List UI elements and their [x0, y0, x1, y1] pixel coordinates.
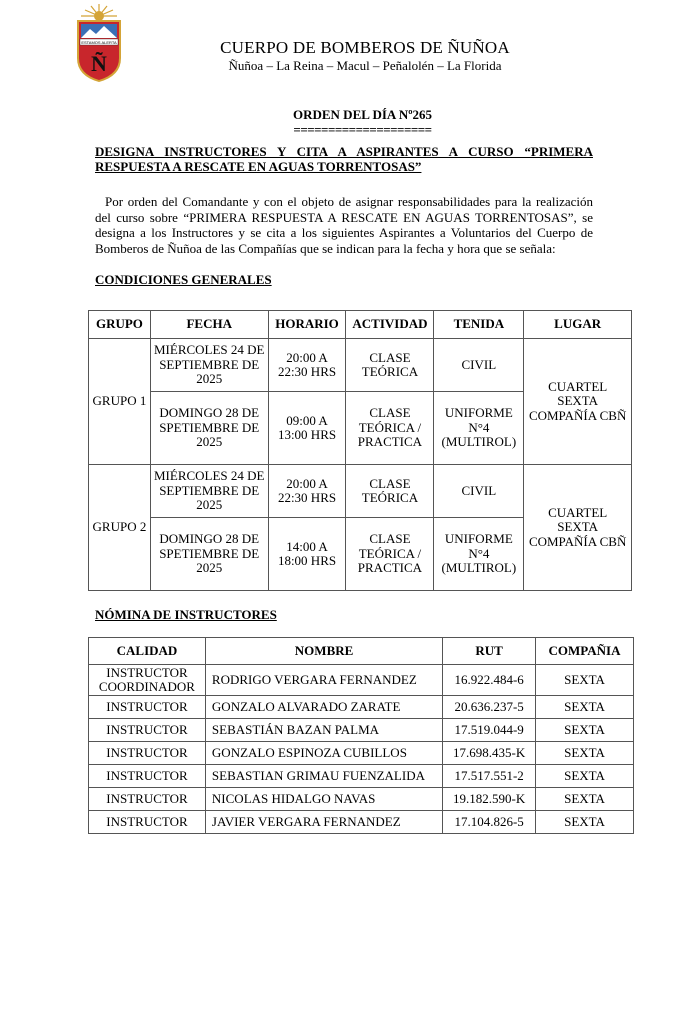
compania-cell: SEXTA: [536, 696, 634, 719]
nombre-cell: NICOLAS HIDALGO NAVAS: [205, 788, 442, 811]
fecha-cell: DOMINGO 28 DE SPETIEMBRE DE 2025: [150, 392, 268, 465]
actividad-cell: CLASE TEÓRICA / PRACTICA: [346, 518, 434, 591]
col-header-horario: HORARIO: [268, 311, 346, 339]
designation-heading: DESIGNA INSTRUCTORES Y CITA A ASPIRANTES A CURSO “PRIMERA RESPUESTA A RESCATE EN AGUAS TORRENTOSAS”: [95, 144, 593, 174]
horario-cell: 20:00 A 22:30 HRS: [268, 465, 346, 518]
col-header-tenida: TENIDA: [434, 311, 524, 339]
actividad-cell: CLASE TEÓRICA / PRACTICA: [346, 392, 434, 465]
table-row: [89, 719, 634, 742]
calidad-cell: INSTRUCTOR: [89, 696, 206, 719]
col-header-rut: RUT: [443, 638, 536, 665]
conditions-heading: CONDICIONES GENERALES: [95, 272, 272, 287]
col-header-lugar: LUGAR: [524, 311, 632, 339]
table-row: [89, 765, 634, 788]
calidad-cell: INSTRUCTOR: [89, 719, 206, 742]
fecha-cell: MIÉRCOLES 24 DE SEPTIEMBRE DE 2025: [150, 465, 268, 518]
col-header-fecha: FECHA: [150, 311, 268, 339]
instructors-table: [88, 637, 634, 834]
rut-cell: 20.636.237-5: [443, 696, 536, 719]
rut-cell: 17.519.044-9: [443, 719, 536, 742]
table-row: [89, 339, 632, 392]
lugar-cell: CUARTEL SEXTA COMPAÑÍA CBÑ: [524, 339, 632, 465]
nombre-cell: SEBASTIÁN BAZAN PALMA: [205, 719, 442, 742]
intro-paragraph: Por orden del Comandante y con el objeto de asignar responsabilidades para la realización del curso sobre “PRIMERA RESPUESTA A RESCATE EN AGUAS TORRENTOSAS”, se designa a los Instructores y se cita a los siguientes Aspirantes a Voluntarios del Cuerpo de Bomberos de Ñuñoa de las Compañías que se indican para la fecha y hora que se señala:: [95, 194, 593, 256]
compania-cell: SEXTA: [536, 665, 634, 696]
calidad-cell: INSTRUCTOR: [89, 788, 206, 811]
logo-letter: Ñ: [91, 51, 107, 76]
calidad-cell: INSTRUCTOR COORDINADOR: [89, 665, 206, 696]
nombre-cell: RODRIGO VERGARA FERNANDEZ: [205, 665, 442, 696]
calidad-cell: INSTRUCTOR: [89, 811, 206, 834]
col-header-calidad: CALIDAD: [89, 638, 206, 665]
col-header-actividad: ACTIVIDAD: [346, 311, 434, 339]
horario-cell: 14:00 A 18:00 HRS: [268, 518, 346, 591]
horario-cell: 20:00 A 22:30 HRS: [268, 339, 346, 392]
table-row: [89, 665, 634, 696]
compania-cell: SEXTA: [536, 719, 634, 742]
actividad-cell: CLASE TEÓRICA: [346, 339, 434, 392]
compania-cell: SEXTA: [536, 811, 634, 834]
tenida-cell: CIVIL: [434, 339, 524, 392]
conditions-table: [88, 310, 632, 591]
table-row: [89, 811, 634, 834]
rut-cell: 17.698.435-K: [443, 742, 536, 765]
compania-cell: SEXTA: [536, 742, 634, 765]
calidad-cell: INSTRUCTOR: [89, 765, 206, 788]
tenida-cell: UNIFORME N°4 (MULTIROL): [434, 518, 524, 591]
calidad-cell: INSTRUCTOR: [89, 742, 206, 765]
order-title: ORDEN DEL DÍA Nº265: [292, 107, 432, 122]
tenida-cell: UNIFORME N°4 (MULTIROL): [434, 392, 524, 465]
nombre-cell: GONZALO ESPINOZA CUBILLOS: [205, 742, 442, 765]
rut-cell: 17.517.551-2: [443, 765, 536, 788]
grupo-cell: GRUPO 2: [89, 465, 151, 591]
col-header-compania: COMPAÑIA: [536, 638, 634, 665]
nombre-cell: JAVIER VERGARA FERNANDEZ: [205, 811, 442, 834]
rut-cell: 19.182.590-K: [443, 788, 536, 811]
logo-banner-text: ESTAMOS ALERTA: [81, 39, 117, 45]
table-row: [89, 465, 632, 518]
nombre-cell: SEBASTIAN GRIMAU FUENZALIDA: [205, 765, 442, 788]
bomberos-shield-logo: [74, 2, 124, 84]
org-subtitle: Ñuñoa – La Reina – Macul – Peñalolén – La Florida: [228, 58, 502, 73]
col-header-nombre: NOMBRE: [205, 638, 442, 665]
rut-cell: 17.104.826-5: [443, 811, 536, 834]
fecha-cell: DOMINGO 28 DE SPETIEMBRE DE 2025: [150, 518, 268, 591]
lugar-cell: CUARTEL SEXTA COMPAÑÍA CBÑ: [524, 465, 632, 591]
actividad-cell: CLASE TEÓRICA: [346, 465, 434, 518]
instructors-heading: NÓMINA DE INSTRUCTORES: [95, 607, 277, 622]
table-row: [89, 788, 634, 811]
table-header-row: [89, 638, 634, 665]
rut-cell: 16.922.484-6: [443, 665, 536, 696]
order-title-rule: ====================: [293, 122, 432, 137]
compania-cell: SEXTA: [536, 765, 634, 788]
grupo-cell: GRUPO 1: [89, 339, 151, 465]
nombre-cell: GONZALO ALVARADO ZARATE: [205, 696, 442, 719]
table-header-row: [89, 311, 632, 339]
horario-cell: 09:00 A 13:00 HRS: [268, 392, 346, 465]
fecha-cell: MIÉRCOLES 24 DE SEPTIEMBRE DE 2025: [150, 339, 268, 392]
tenida-cell: CIVIL: [434, 465, 524, 518]
table-row: [89, 742, 634, 765]
org-title: CUERPO DE BOMBEROS DE ÑUÑOA: [220, 38, 510, 57]
compania-cell: SEXTA: [536, 788, 634, 811]
table-row: [89, 696, 634, 719]
col-header-grupo: GRUPO: [89, 311, 151, 339]
